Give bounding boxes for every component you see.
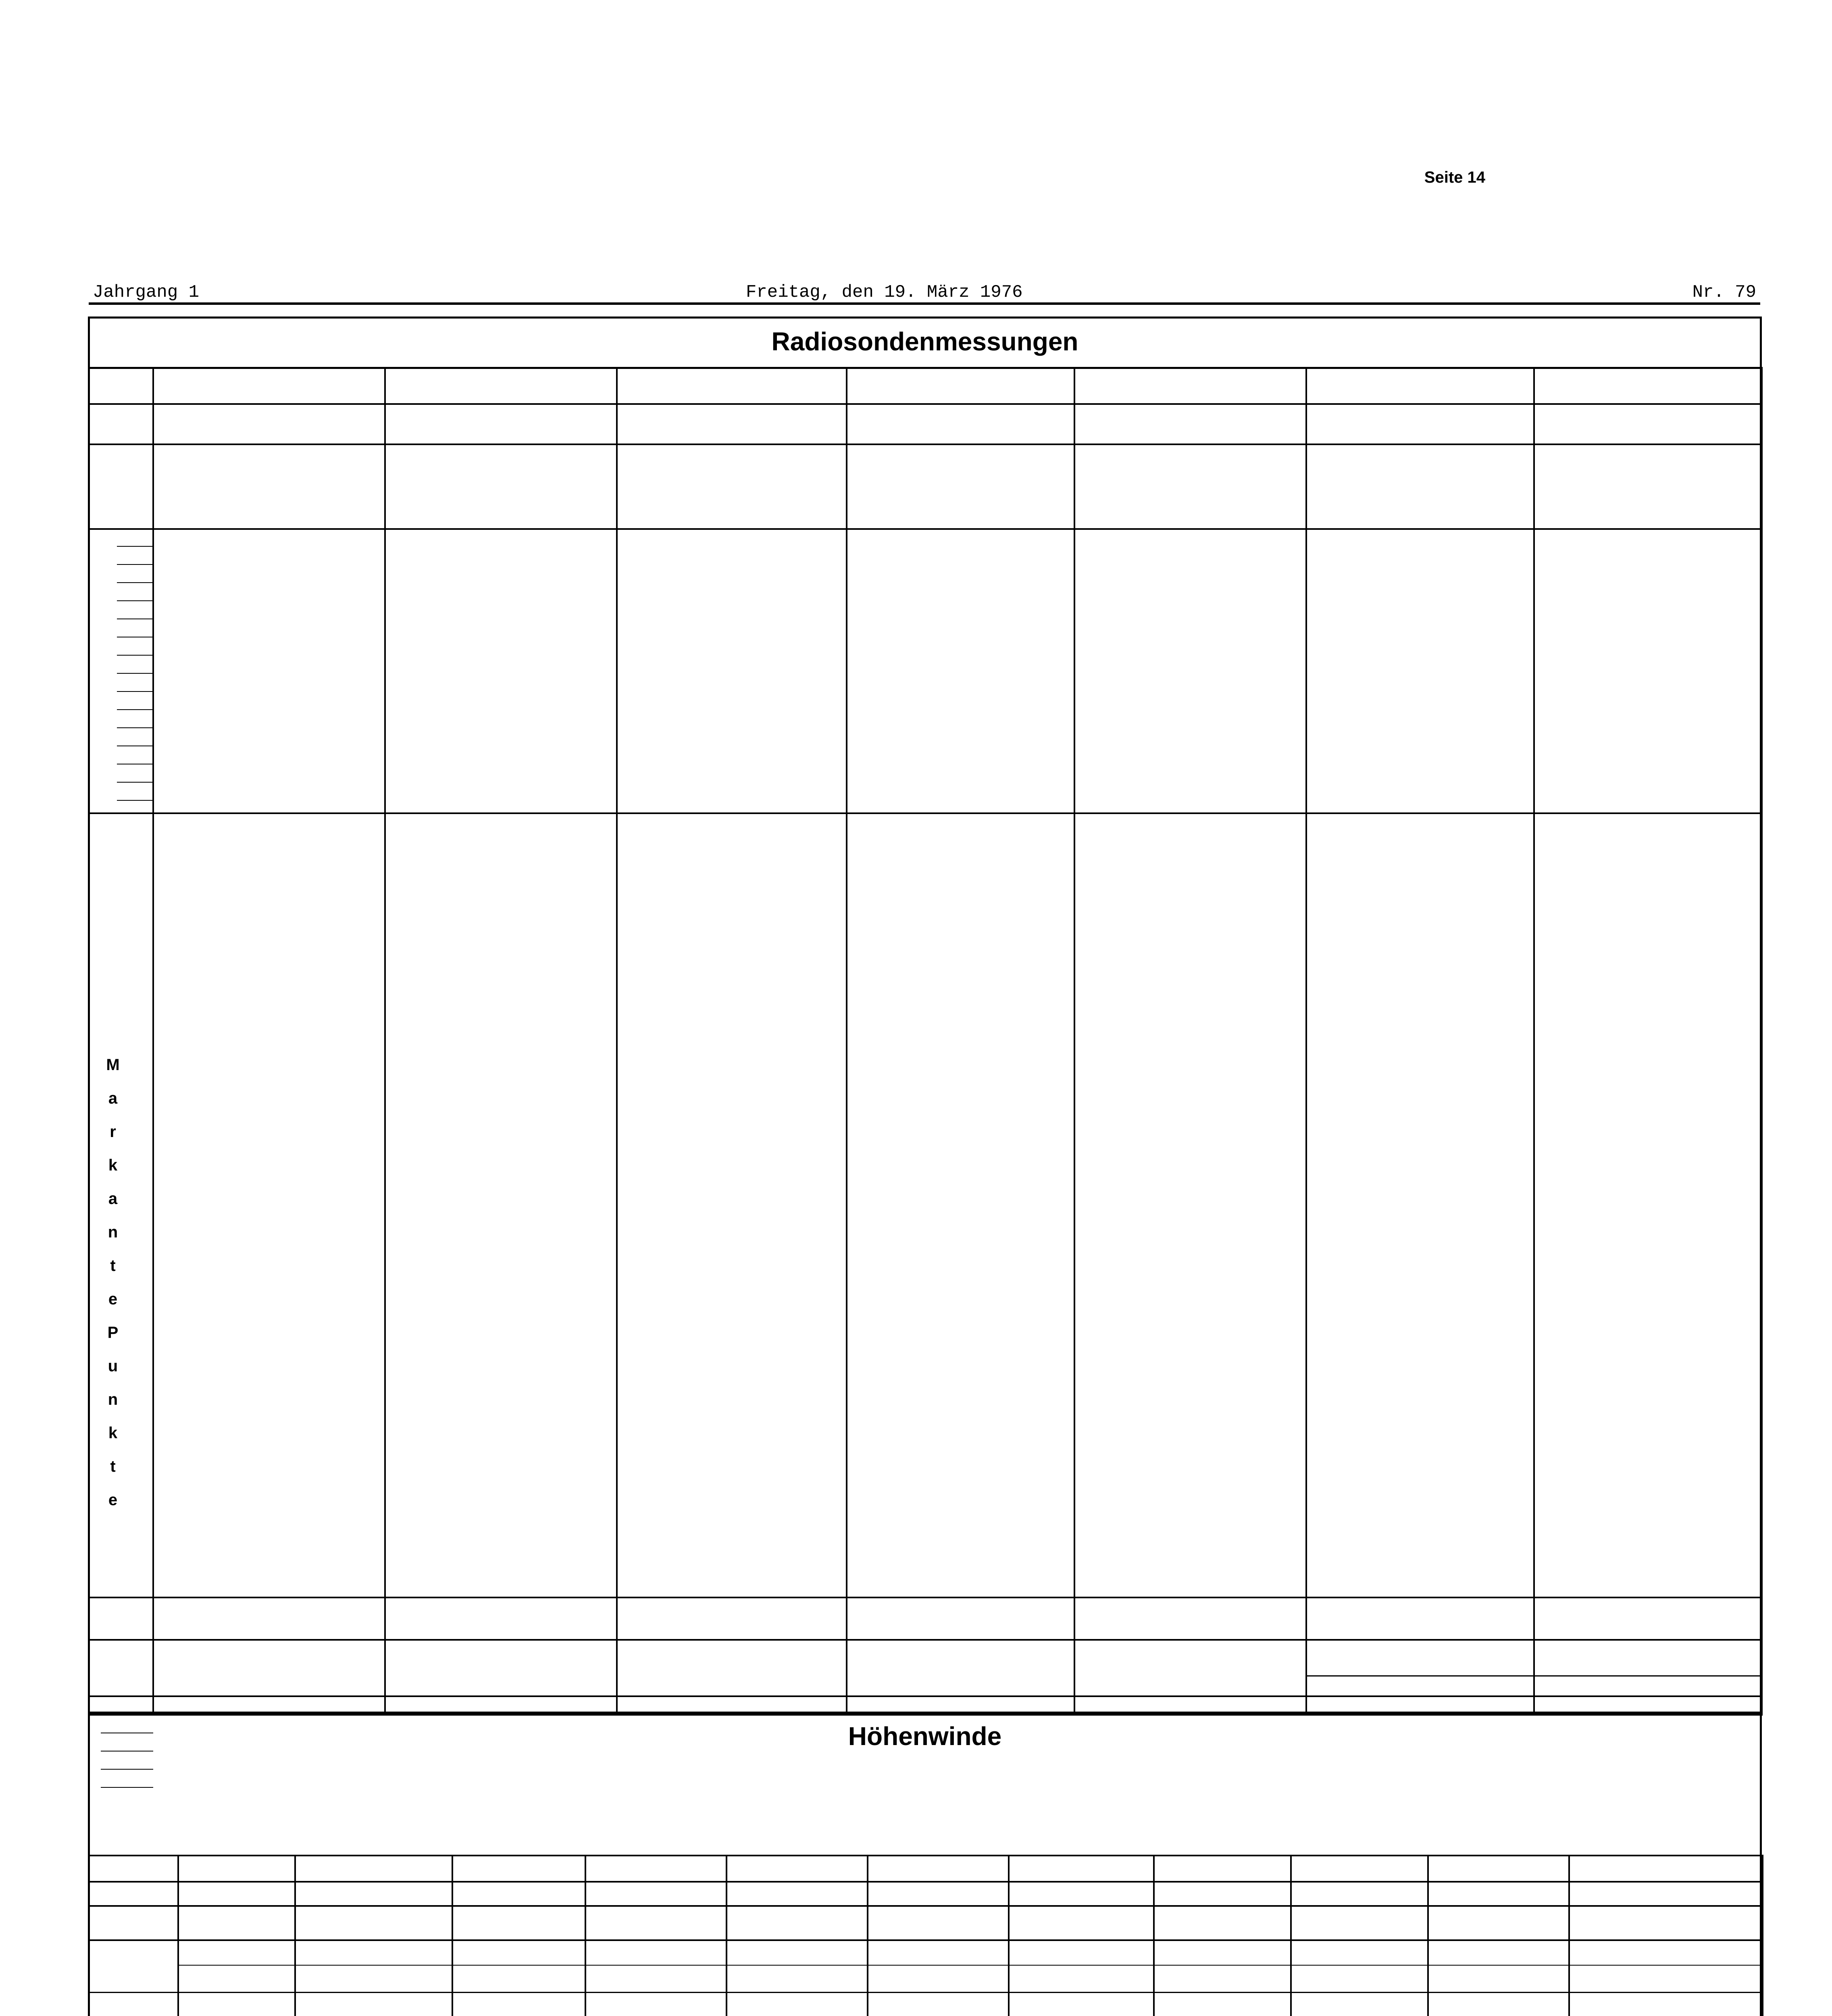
column-divider <box>1762 1855 1763 2016</box>
row-divider <box>89 528 1762 530</box>
marked-points-label: M a r k a n t e P u n k t e <box>106 1056 120 1509</box>
column-divider <box>384 367 386 1716</box>
level-divider <box>101 1787 153 1788</box>
level-divider <box>117 782 153 783</box>
level-divider <box>101 1751 153 1752</box>
level-divider <box>117 600 153 601</box>
column-divider <box>1305 367 1307 1716</box>
level-divider <box>117 727 153 728</box>
row-divider <box>89 1695 1762 1697</box>
row-divider <box>89 812 1762 814</box>
header-date: Freitag, den 19. März 1976 <box>746 282 1023 302</box>
row-divider <box>89 403 1762 405</box>
column-divider <box>1761 367 1763 1716</box>
row-divider <box>89 1639 1762 1641</box>
row-divider <box>89 1992 1762 1993</box>
upper-winds-title: Höhenwinde <box>848 1722 1002 1751</box>
radiosonde-table <box>88 317 1762 1714</box>
level-divider <box>117 582 153 583</box>
level-divider <box>117 546 153 547</box>
level-divider <box>117 673 153 674</box>
row-divider <box>89 1597 1762 1598</box>
header-issue: Nr. 79 <box>1692 282 1756 302</box>
column-divider <box>616 367 618 1716</box>
row-divider <box>89 367 1762 369</box>
header-year: Jahrgang 1 <box>93 282 200 302</box>
row-divider <box>89 1905 1762 1907</box>
row-divider <box>177 1965 1762 1966</box>
row-divider <box>89 1881 1762 1883</box>
row-divider <box>89 1939 1762 1941</box>
document-header <box>89 278 1760 305</box>
level-divider <box>117 564 153 565</box>
upper-winds-table <box>88 1714 1762 2016</box>
radiosonde-title: Radiosondenmessungen <box>771 327 1078 356</box>
level-divider <box>101 1714 153 1715</box>
level-divider <box>117 691 153 692</box>
level-divider <box>117 709 153 710</box>
column-divider <box>1533 367 1535 1716</box>
row-divider <box>1306 1675 1762 1677</box>
column-divider <box>152 367 154 1716</box>
level-divider <box>117 800 153 801</box>
row-divider <box>89 1855 1762 1856</box>
column-divider <box>846 367 847 1716</box>
column-divider <box>1074 367 1075 1716</box>
level-divider <box>117 655 153 656</box>
page-number: Seite 14 <box>1424 169 1485 186</box>
level-divider <box>101 1769 153 1770</box>
row-divider <box>89 444 1762 445</box>
